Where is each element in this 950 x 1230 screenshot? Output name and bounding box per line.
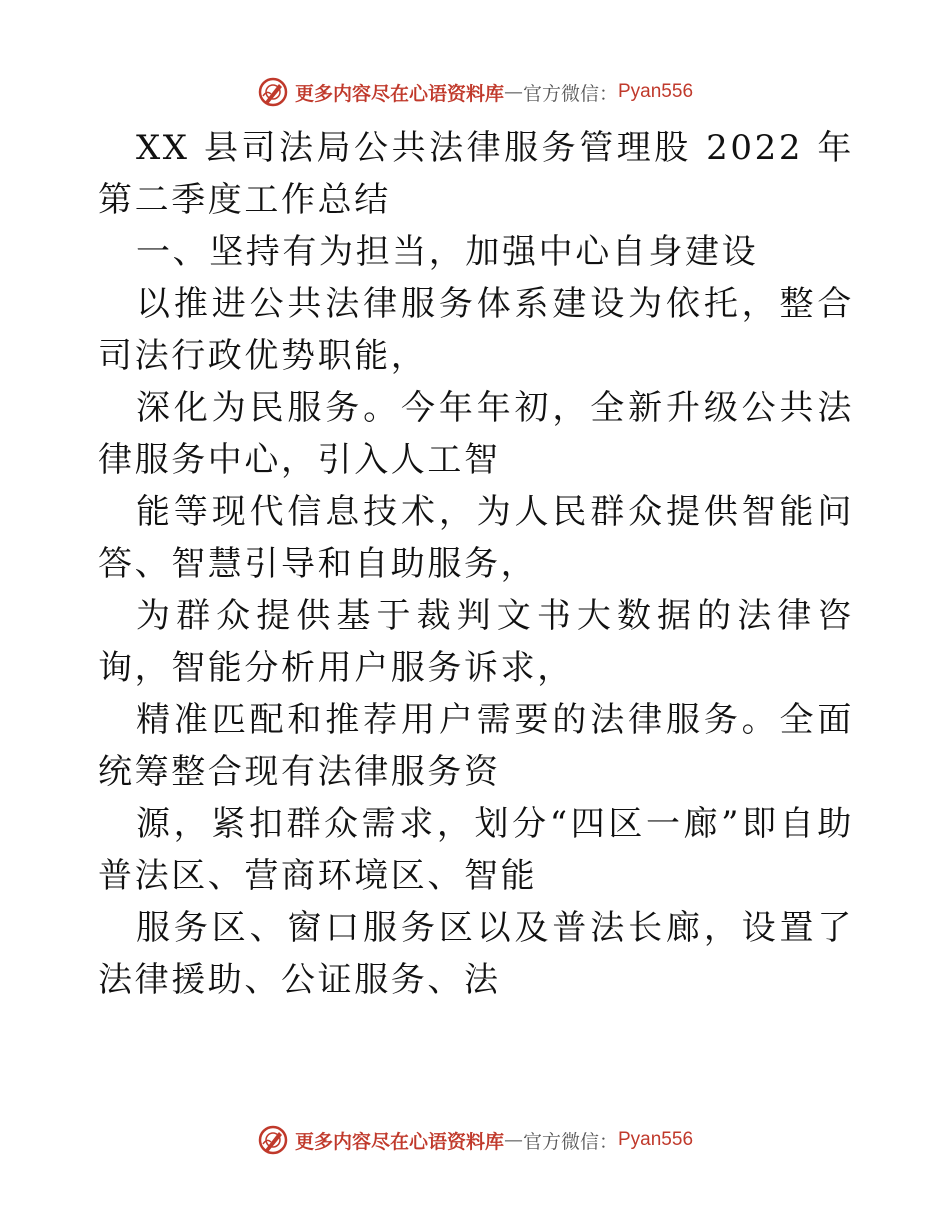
document-body: [98, 122, 854, 1006]
document-title: XX 县司法局公共法律服务管理股 2022 年第二季度工作总结: [98, 128, 854, 220]
paragraph: 源，紧扣群众需求，划分“四区一廊”即自助普法区、营商环境区、智能: [98, 804, 854, 896]
wechat-id: Pyan556: [618, 81, 694, 102]
section-heading: 一、坚持有为担当，加强中心自身建设: [136, 232, 759, 272]
banner-separator: —: [503, 1129, 523, 1151]
paragraph: 深化为民服务。今年年初，全新升级公共法律服务中心，引入人工智: [98, 388, 854, 480]
pen-circle-logo-icon: [257, 76, 289, 108]
watermark-banner-bottom: [0, 1120, 950, 1160]
paragraph: 为群众提供基于裁判文书大数据的法律咨询，智能分析用户服务诉求，: [98, 596, 854, 688]
banner-separator: —: [503, 81, 523, 103]
wechat-id: Pyan556: [618, 1129, 694, 1150]
library-name: 更多内容尽在心语资料库: [294, 82, 504, 105]
paragraph: 精准匹配和推荐用户需要的法律服务。全面统筹整合现有法律服务资: [98, 700, 854, 792]
library-name: 更多内容尽在心语资料库: [294, 1130, 504, 1153]
paragraph: 服务区、窗口服务区以及普法长廊，设置了法律援助、公证服务、法: [98, 908, 854, 1000]
watermark-banner-top: [0, 72, 950, 112]
wechat-label: 官方微信：: [522, 1130, 618, 1153]
pen-circle-logo-icon: [257, 1124, 289, 1156]
wechat-label: 官方微信：: [522, 82, 618, 105]
paragraph: 能等现代信息技术，为人民群众提供智能问答、智慧引导和自助服务，: [98, 492, 854, 584]
paragraph: 以推进公共法律服务体系建设为依托，整合司法行政优势职能，: [98, 284, 854, 376]
